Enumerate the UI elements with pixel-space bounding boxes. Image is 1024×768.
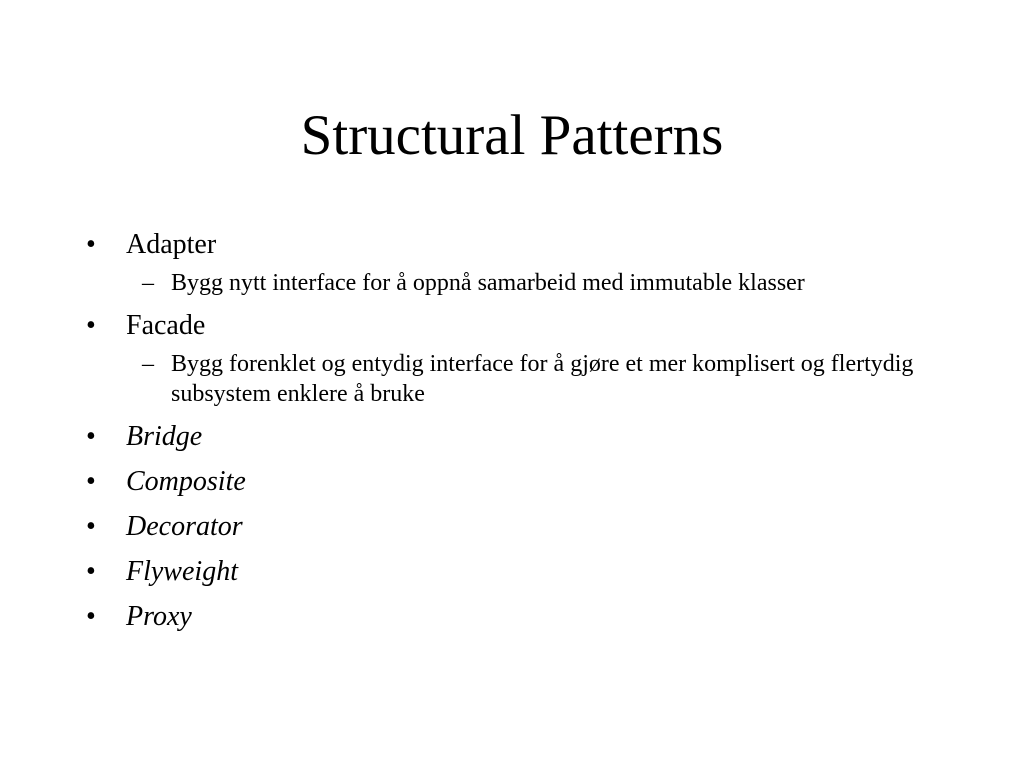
sub-item-facade [86, 349, 931, 409]
bullet-label: Proxy [126, 601, 192, 632]
bullet-item-adapter [86, 225, 966, 265]
bullet-label: Composite [126, 466, 246, 497]
bullet-icon: • [86, 601, 96, 632]
bullet-item-composite [86, 462, 966, 502]
bullet-item-decorator [86, 507, 966, 547]
bullet-list [86, 225, 966, 642]
sub-item-text: Bygg forenklet og entydig interface for å gjøre et mer komplisert og flertydig subsystem enklere å bruke [171, 351, 914, 407]
dash-icon: – [142, 270, 154, 296]
bullet-label: Flyweight [126, 556, 238, 587]
bullet-label: Adapter [126, 229, 217, 260]
sub-item-adapter [86, 268, 931, 298]
bullet-item-facade [86, 306, 966, 346]
sub-item-text: Bygg nytt interface for å oppnå samarbeid med immutable klasser [171, 270, 805, 296]
bullet-icon: • [86, 310, 96, 341]
bullet-label: Decorator [126, 511, 243, 542]
dash-icon: – [142, 351, 154, 377]
slide-title: Structural Patterns [300, 104, 724, 167]
bullet-label: Bridge [126, 421, 203, 452]
bullet-item-bridge [86, 417, 966, 457]
bullet-icon: • [86, 421, 96, 452]
bullet-icon: • [86, 466, 96, 497]
bullet-item-proxy [86, 597, 966, 637]
bullet-item-flyweight [86, 552, 966, 592]
bullet-label: Facade [126, 310, 206, 341]
bullet-icon: • [86, 511, 96, 542]
bullet-icon: • [86, 229, 96, 260]
bullet-icon: • [86, 556, 96, 587]
